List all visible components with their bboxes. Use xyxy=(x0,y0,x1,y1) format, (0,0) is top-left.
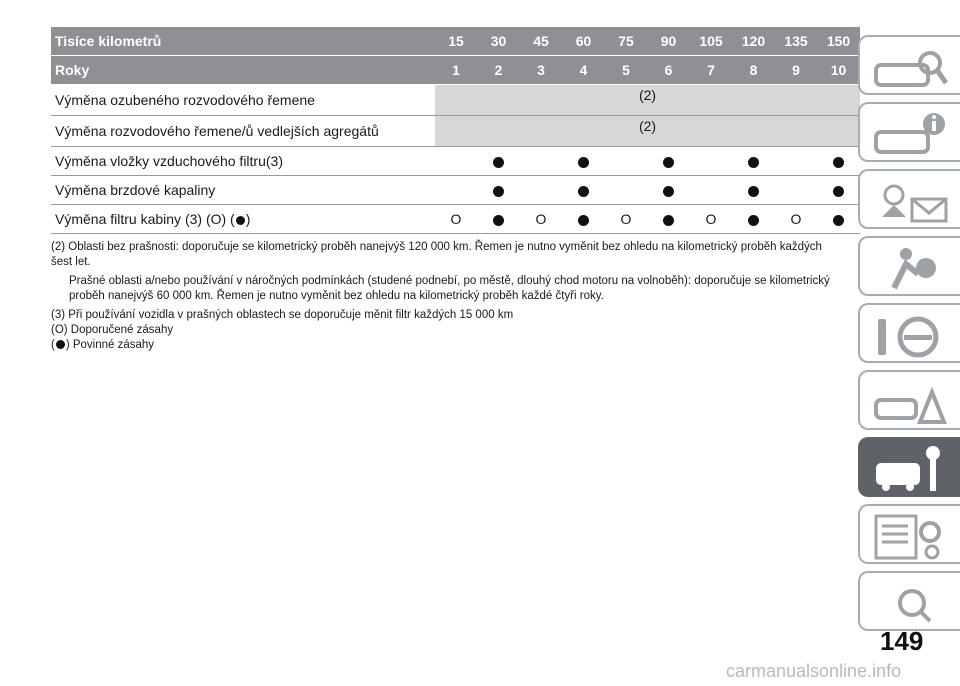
task-label xyxy=(51,205,435,234)
footnote-2-continued: Prašné oblasti a/nebo používání v náročných podmínkách (studené podnebí, po městě, dlouhý chod motoru na volnoběh): doporučuje se kilometrický proběh nanejvýš 60 000 km. Řemen je nutno vyměnit bez ohledu na kilometrický proběh každé čtyři roky. xyxy=(69,275,830,302)
watermark: carmanualsonline.info xyxy=(726,661,902,681)
footnotes xyxy=(51,240,843,353)
schedule-cell xyxy=(732,176,775,205)
chapter-tab[interactable] xyxy=(858,571,960,631)
legend-mandatory xyxy=(51,338,843,353)
km-header-label: Tisíce kilometrů xyxy=(51,27,435,56)
mandatory-dot-icon xyxy=(493,186,504,197)
schedule-cell xyxy=(435,176,477,205)
schedule-cell xyxy=(775,176,817,205)
year-value: 10 xyxy=(817,56,860,85)
maintenance-schedule xyxy=(51,27,851,353)
schedule-cell xyxy=(690,205,732,234)
table-row xyxy=(51,147,860,176)
mandatory-dot-icon xyxy=(748,186,759,197)
km-value: 15 xyxy=(435,27,477,56)
chapter-tab[interactable] xyxy=(858,504,960,564)
schedule-cell xyxy=(647,176,690,205)
year-value: 2 xyxy=(477,56,520,85)
mandatory-dot-icon xyxy=(56,340,65,349)
header-row-km xyxy=(51,27,860,56)
task-label-prefix: Výměna filtru kabiny (3) (O) ( xyxy=(55,211,235,227)
chapter-tab[interactable] xyxy=(858,437,960,497)
schedule-cell xyxy=(647,205,690,234)
chapter-tabs xyxy=(858,35,960,638)
schedule-cell xyxy=(477,176,520,205)
mandatory-dot-icon xyxy=(578,157,589,168)
years-header-label: Roky xyxy=(51,56,435,85)
chapter-tab[interactable] xyxy=(858,102,960,162)
table-row xyxy=(51,176,860,205)
year-value: 5 xyxy=(605,56,647,85)
mandatory-dot-icon xyxy=(236,216,245,225)
recommended-mark: O xyxy=(790,211,802,227)
task-label: Výměna ozubeného rozvodového řemene xyxy=(51,85,435,116)
task-label: Výměna rozvodového řemene/ů vedlejších agregátů xyxy=(51,116,435,147)
header-row-years xyxy=(51,56,860,85)
table-row xyxy=(51,85,860,116)
year-value: 4 xyxy=(562,56,605,85)
schedule-cell xyxy=(817,176,860,205)
schedule-cell xyxy=(435,147,477,176)
mandatory-dot-icon xyxy=(663,215,674,226)
km-value: 135 xyxy=(775,27,817,56)
mandatory-dot-icon xyxy=(833,186,844,197)
mandatory-dot-icon xyxy=(748,157,759,168)
km-value: 45 xyxy=(520,27,562,56)
schedule-cell xyxy=(562,205,605,234)
chapter-tab[interactable] xyxy=(858,35,960,95)
footnote-3: (3) Při používání vozidla v prašných oblastech se doporučuje měnit filtr každých 15 000 km xyxy=(51,309,514,321)
mandatory-dot-icon xyxy=(578,186,589,197)
schedule-cell xyxy=(605,176,647,205)
task-label-suffix: ) xyxy=(245,211,251,227)
mandatory-dot-icon xyxy=(833,157,844,168)
km-value: 30 xyxy=(477,27,520,56)
legend-mandatory-suffix: ) Povinné zásahy xyxy=(65,339,155,351)
km-value: 150 xyxy=(817,27,860,56)
schedule-cell xyxy=(477,205,520,234)
mandatory-dot-icon xyxy=(578,215,589,226)
schedule-cell xyxy=(732,147,775,176)
schedule-cell xyxy=(562,176,605,205)
footnote-ref: (2) xyxy=(435,116,860,147)
schedule-cell xyxy=(520,176,562,205)
mandatory-dot-icon xyxy=(663,186,674,197)
schedule-cell xyxy=(647,147,690,176)
chapter-tab[interactable] xyxy=(858,169,960,229)
km-value: 90 xyxy=(647,27,690,56)
year-value: 7 xyxy=(690,56,732,85)
recommended-mark: O xyxy=(705,211,717,227)
recommended-mark: O xyxy=(450,211,462,227)
schedule-cell xyxy=(690,176,732,205)
chapter-tab[interactable] xyxy=(858,303,960,363)
maintenance-table xyxy=(51,27,860,234)
schedule-cell xyxy=(605,205,647,234)
mandatory-dot-icon xyxy=(493,157,504,168)
footnote-ref: (2) xyxy=(435,85,860,116)
footnote-2: (2) Oblasti bez prašnosti: doporučuje se kilometrický proběh nanejvýš 120 000 km. Řemen je nutno vyměnit bez ohledu na kilometrický proběh každých šest let. xyxy=(51,241,822,268)
mandatory-dot-icon xyxy=(748,215,759,226)
km-value: 105 xyxy=(690,27,732,56)
schedule-cell xyxy=(775,205,817,234)
mandatory-dot-icon xyxy=(663,157,674,168)
year-value: 6 xyxy=(647,56,690,85)
km-value: 60 xyxy=(562,27,605,56)
table-row xyxy=(51,205,860,234)
schedule-cell xyxy=(477,147,520,176)
legend-recommended: (O) Doporučené zásahy xyxy=(51,324,174,336)
km-value: 120 xyxy=(732,27,775,56)
page-number: 149 xyxy=(880,626,924,656)
legend-mandatory-prefix: ( xyxy=(51,339,55,351)
schedule-cell xyxy=(605,147,647,176)
year-value: 3 xyxy=(520,56,562,85)
km-value: 75 xyxy=(605,27,647,56)
task-label: Výměna vložky vzduchového filtru(3) xyxy=(51,147,435,176)
recommended-mark: O xyxy=(535,211,547,227)
schedule-cell xyxy=(690,147,732,176)
recommended-mark: O xyxy=(620,211,632,227)
schedule-cell xyxy=(520,205,562,234)
schedule-cell xyxy=(562,147,605,176)
chapter-tab[interactable] xyxy=(858,236,960,296)
schedule-cell xyxy=(817,147,860,176)
schedule-cell xyxy=(817,205,860,234)
chapter-tab[interactable] xyxy=(858,370,960,430)
task-label: Výměna brzdové kapaliny xyxy=(51,176,435,205)
schedule-cell xyxy=(732,205,775,234)
table-row xyxy=(51,116,860,147)
schedule-cell xyxy=(775,147,817,176)
year-value: 8 xyxy=(732,56,775,85)
schedule-cell xyxy=(520,147,562,176)
schedule-cell xyxy=(435,205,477,234)
year-value: 9 xyxy=(775,56,817,85)
year-value: 1 xyxy=(435,56,477,85)
mandatory-dot-icon xyxy=(833,215,844,226)
mandatory-dot-icon xyxy=(493,215,504,226)
